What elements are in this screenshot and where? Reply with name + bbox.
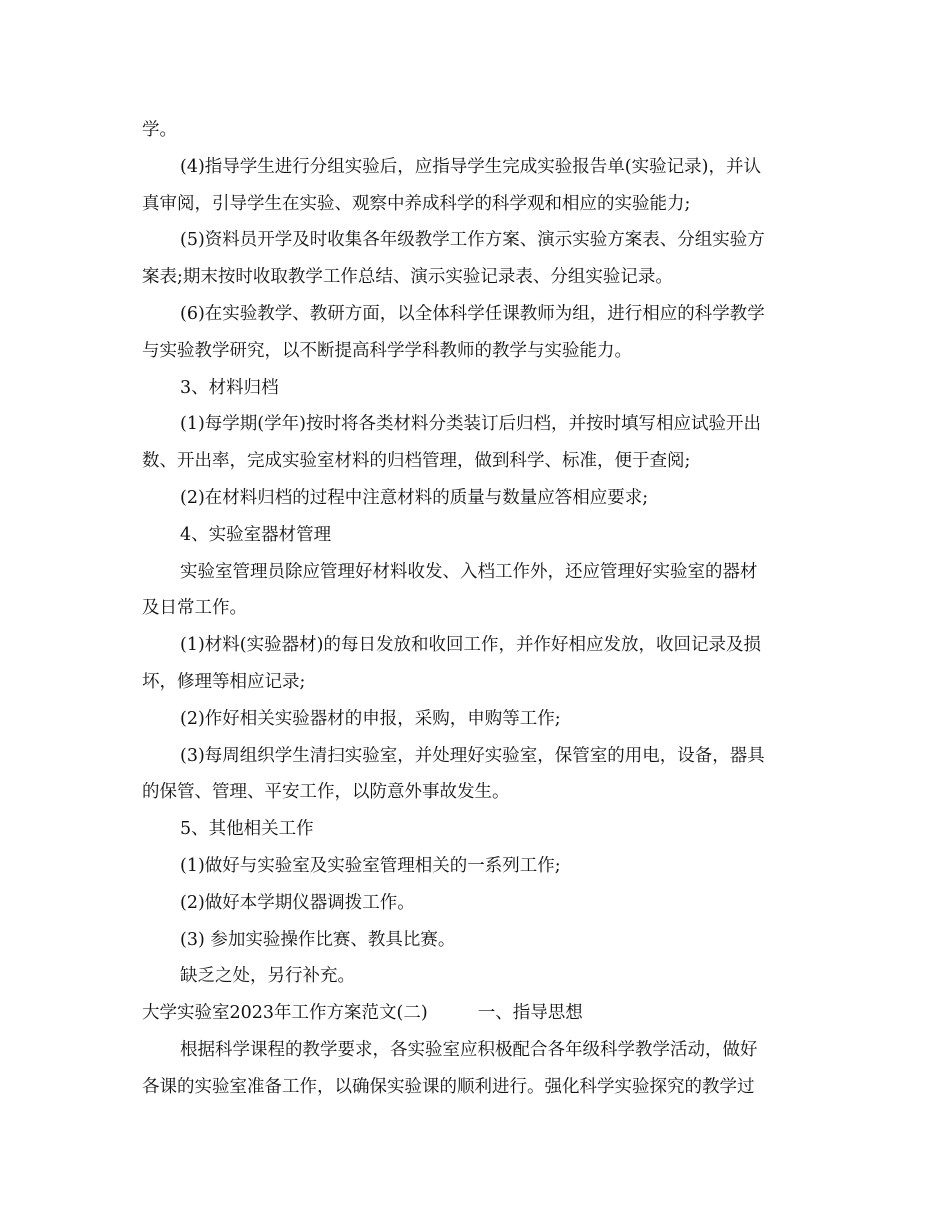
text-line: 实验室管理员除应管理好材料收发、入档工作外，还应管理好实验室的器材 — [180, 561, 758, 582]
text-line: (2)做好本学期仪器调拨工作。 — [180, 892, 415, 913]
text-line: 缺乏之处，另行补充。 — [180, 966, 355, 987]
document-heading-line — [142, 995, 810, 1032]
text-line: 真审阅，引导学生在实验、观察中养成科学的科学观和相应的实验能力; — [142, 193, 691, 214]
text-line: (1)每学期(学年)按时将各类材料分类装订后归档，并按时填写相应试验开出 — [180, 414, 761, 435]
text-line: 数、开出率，完成实验室材料的归档管理，做到科学、标准，便于查阅; — [142, 451, 691, 472]
text-line: 坏，修理等相应记录; — [142, 671, 306, 692]
text-line: (1)做好与实验室及实验室管理相关的一系列工作; — [180, 855, 561, 876]
text-line: (4)指导学生进行分组实验后，应指导学生完成实验报告单(实验记录)，并认 — [180, 156, 761, 177]
text-line: (6)在实验教学、教研方面，以全体科学任课教师为组，进行相应的科学教学 — [180, 303, 765, 324]
text-line: 案表;期末按时收取教学工作总结、演示实验记录表、分组实验记录。 — [142, 267, 673, 288]
text-line: (2)在材料归档的过程中注意材料的质量与数量应答相应要求; — [180, 487, 649, 508]
document-title: 大学实验室2023年工作方案范文(二) — [142, 1003, 428, 1024]
section-heading: 一、指导思想 — [477, 1003, 583, 1024]
text-line: 学。 — [142, 120, 177, 140]
text-line: 的保管、管理、平安工作，以防意外事故发生。 — [142, 782, 510, 803]
section-heading: 4、实验室器材管理 — [180, 524, 332, 545]
text-line: 与实验教学研究，以不断提高科学学科教师的教学与实验能力。 — [142, 340, 632, 361]
text-line: (1)材料(实验器材)的每日发放和收回工作，并作好相应发放，收回记录及损 — [180, 635, 761, 656]
text-line: (3)每周组织学生清扫实验室，并处理好实验室，保管室的用电，设备，器具 — [180, 745, 765, 766]
document-body — [142, 112, 810, 1106]
text-line: (3) 参加实验操作比赛、教具比赛。 — [180, 929, 456, 950]
section-heading: 5、其他相关工作 — [180, 819, 314, 840]
section-heading: 3、材料归档 — [180, 377, 279, 398]
text-line: 根据科学课程的教学要求，各实验室应积极配合各年级科学教学活动，做好 — [180, 1039, 758, 1060]
text-line: (2)作好相关实验器材的申报，采购，申购等工作; — [180, 708, 561, 729]
text-line: (5)资料员开学及时收集各年级教学工作方案、演示实验方案表、分组实验方 — [180, 230, 765, 251]
text-line: 及日常工作。 — [142, 598, 247, 619]
text-line: 各课的实验室准备工作，以确保实验课的顺利进行。强化科学实验探究的教学过 — [142, 1076, 755, 1097]
